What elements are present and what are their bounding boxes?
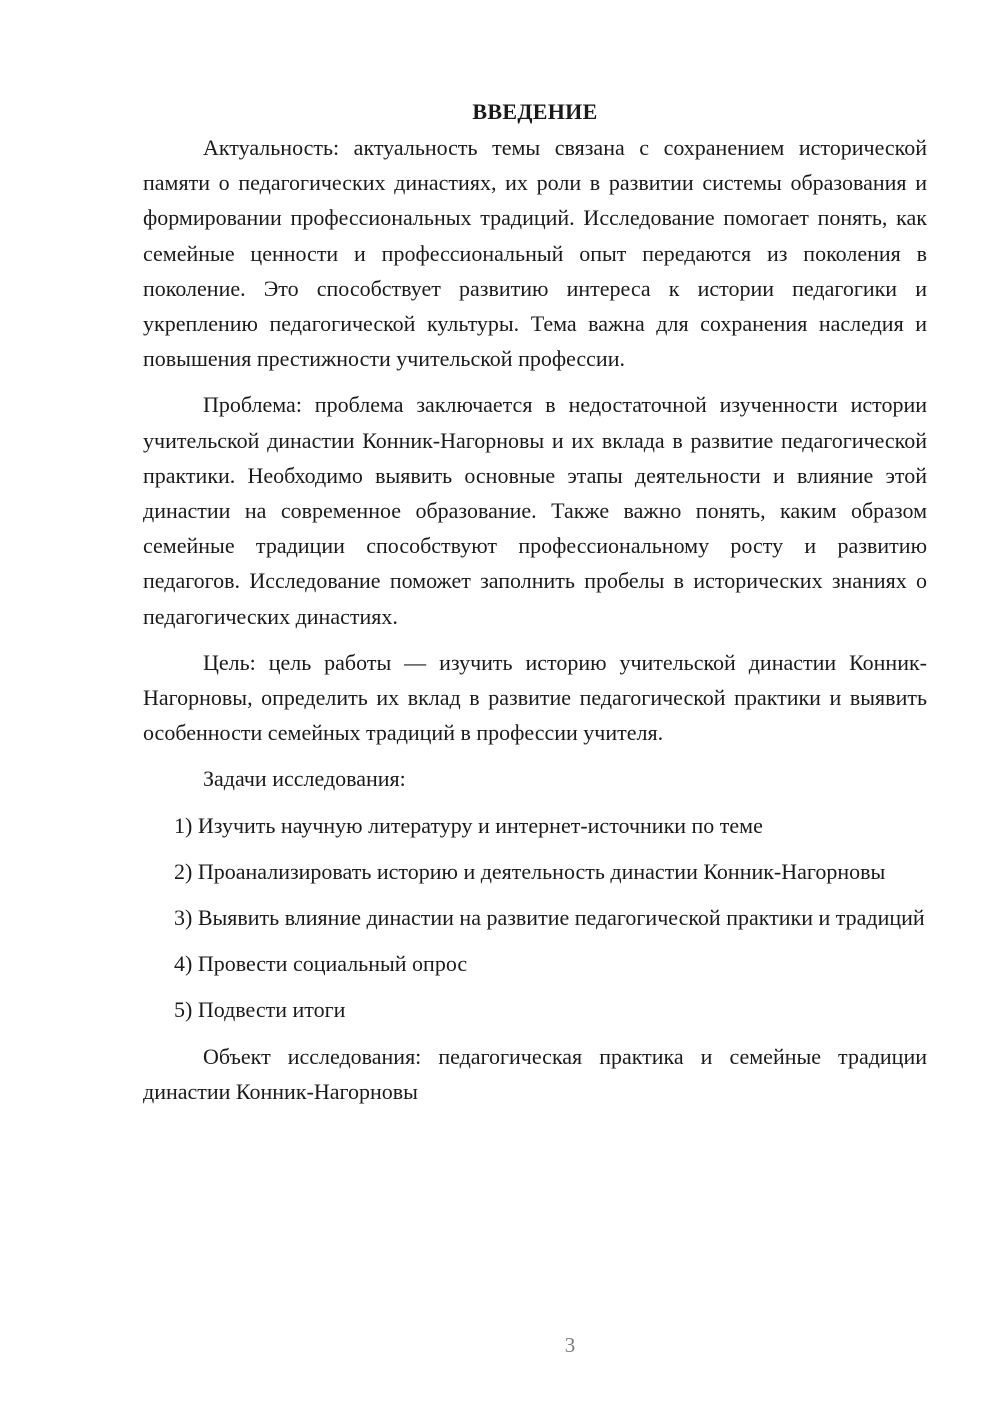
task-item-2: 2) Проанализировать историю и деятельность династии Конник-Нагорновы xyxy=(174,858,886,884)
task-item-3: 3) Выявить влияние династии на развитие педагогической практики и традиций xyxy=(174,905,925,931)
page-number: 3 xyxy=(564,1333,576,1357)
tasks-heading: Задачи исследования: xyxy=(203,766,406,792)
relevance-paragraph: Актуальность: актуальность темы связана с сохранением исторической памяти о педагогических династиях, их роли в развитии системы образования и формировании профессиональных традиций. Исследование помогает понять, как семейные ценности и профессиональный опыт передаются из поколения в поколение. Это способствует развитию интереса к истории педагогики и укреплению педагогической культуры. Тема важна для сохранения наследия и повышения престижности учительской профессии. xyxy=(143,135,927,372)
object-paragraph: Объект исследования: педагогическая практика и семейные традиции династии Конник-Нагорновы xyxy=(143,1043,927,1104)
problem-paragraph: Проблема: проблема заключается в недостаточной изученности истории учительской династии Конник-Нагорновы и их вклада в развитие педагогической практики. Необходимо выявить основные этапы деятельности и влияние этой династии на современное образование. Также важно понять, каким образом семейные традиции способствуют профессиональному росту и развитию педагогов. Исследование поможет заполнить пробелы в исторических знаниях о педагогических династиях. xyxy=(143,392,927,629)
page-title: ВВЕДЕНИЕ xyxy=(472,99,598,124)
document-page xyxy=(143,94,927,1120)
goal-paragraph: Цель: цель работы — изучить историю учительской династии Конник-Нагорновы, определить их вклад в развитие педагогической практики и выявить особенности семейных традиций в профессии учителя. xyxy=(143,649,927,746)
task-item-4: 4) Провести социальный опрос xyxy=(174,951,468,977)
task-item-1: 1) Изучить научную литературу и интернет-источники по теме xyxy=(174,812,763,838)
task-item-5: 5) Подвести итоги xyxy=(174,997,346,1023)
